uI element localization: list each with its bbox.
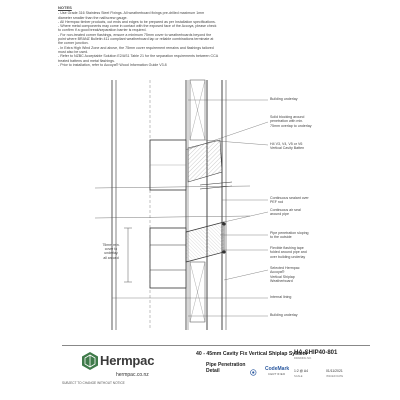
label-line: H4 V3, V4, V5 or V6 [270, 142, 303, 146]
notes-line: - Use Grade 316 Stainless Steel Fixings. All weatherboard fixings pre-drilled maximum 1mm [58, 11, 205, 16]
notes-line: the corner junction. [58, 41, 89, 46]
label-air-seal [270, 208, 380, 217]
subject-notice: SUBJECT TO CHANGE WITHOUT NOTICE [62, 381, 125, 385]
label-batten [270, 142, 380, 151]
label-line: Selected Hermpac [270, 266, 300, 270]
dimension-note-line: underlay [104, 251, 118, 256]
label-line: to the outside [270, 235, 292, 240]
label-weatherboard [270, 266, 380, 283]
section-break [95, 216, 250, 218]
label-line: Weatherboard [270, 278, 293, 283]
label-line: Vertical Cavity Batten [270, 146, 305, 151]
detail-title-line: Pipe Penetration [206, 362, 246, 368]
notes-line: to confirm if a good break/separation barrier is required. [58, 28, 147, 33]
brand-name: Hermpac [100, 353, 155, 368]
drawing-code-label: DRAWING NO. [294, 357, 312, 360]
hermpac-logo-icon [82, 352, 98, 370]
label-pipe-sloping [270, 231, 380, 240]
weatherboard-break [200, 182, 232, 185]
detail-title-line: Detail [206, 368, 220, 374]
label-line: Building underlay [270, 313, 298, 317]
label-line: around pipe [270, 212, 289, 217]
issued-date: 01/11/2021 [326, 369, 343, 373]
label-building-underlay-bottom [270, 313, 380, 317]
issued-date-label: ISSUED DATE [326, 375, 344, 378]
notes-line: treated battens and metal flashings. [58, 58, 115, 63]
label-internal-lining [270, 295, 380, 299]
label-line: folded around pipe and [270, 250, 307, 255]
label-line: penetration with min. [270, 119, 304, 124]
codemark-label: CodeMark [265, 366, 290, 372]
notes-heading: NOTES [58, 5, 72, 10]
label-line: Continuous sealant over [270, 196, 309, 200]
label-flexible-flashing [270, 246, 380, 259]
dimension-note-line: cover to [104, 247, 118, 252]
dimension-note-line: all around [103, 255, 119, 260]
dimension-note-line: 75mm min. [102, 243, 120, 247]
notes-line: - All Hermpac timber products, cut ends and edges to be prepared as per Installation specifications. [58, 19, 216, 24]
label-line: Internal lining [270, 295, 292, 299]
notes-line: diameter smaller than the nail/screw gauge. [58, 15, 128, 20]
pef-rod [222, 222, 225, 225]
notes-line: - For non-treated corner flashings, ensure a minimum 75mm cover to weatherboards beyond the [58, 32, 212, 37]
notes-line: must also be used. [58, 49, 89, 54]
system-name: 40 - 45mm Cavity Fix Vertical Shiplap System [196, 351, 308, 357]
notes-line: - Refer to NZBC Acceptable Solution E2/AS1 Table 21 for the separation requirements between CCA [58, 54, 219, 59]
notes-line: - In Extra High Wind Zone and above, the 75mm cover requirement remains and flashings tailored [58, 45, 214, 50]
dimension-note [96, 243, 126, 260]
label-line: Solid blocking around [270, 115, 305, 119]
notes-line: - Prior to installation, refer to Accoya® Wood Information Guide V3.8 [58, 62, 167, 67]
solid-blocking-bottom [150, 228, 186, 288]
label-line: over building underlay [270, 254, 306, 259]
scale-value: 1:2 @ A4 [294, 369, 308, 373]
pef-rod [222, 250, 225, 253]
label-line: PEF rod [270, 200, 284, 205]
notes-line: point where BRANZ Bulletin 411 compliant weatherboard lap or reliable combinations terminate at [58, 37, 214, 42]
codemark-certified: CERTIFIED [268, 372, 286, 376]
detail-title [206, 362, 245, 374]
flexible-flashing-top [188, 140, 222, 182]
label-line: Building underlay [270, 97, 298, 101]
label-line: Vertical Shiplap [270, 274, 295, 279]
label-line: Accoya® [270, 270, 285, 275]
notes-line: - Where metal components may come in contact with the exposed face of the Accoya, please check [58, 24, 217, 29]
label-line: Flexible flashing tape [270, 246, 304, 250]
drawing-code: HA-SHIP40-801 [294, 350, 338, 356]
label-solid-blocking [270, 115, 380, 128]
label-line: Pipe penetration sloping [270, 231, 309, 235]
label-line: Continuous air seal [270, 208, 301, 212]
codemark-logo-icon [250, 366, 264, 380]
website-link[interactable]: hermpac.co.nz [116, 372, 149, 378]
label-line: 75mm overlap to underlay [270, 123, 312, 128]
label-building-underlay-top [270, 97, 380, 101]
pipe-penetration [186, 222, 224, 262]
scale-label: SCALE [294, 375, 303, 378]
label-continuous-sealant [270, 196, 380, 205]
